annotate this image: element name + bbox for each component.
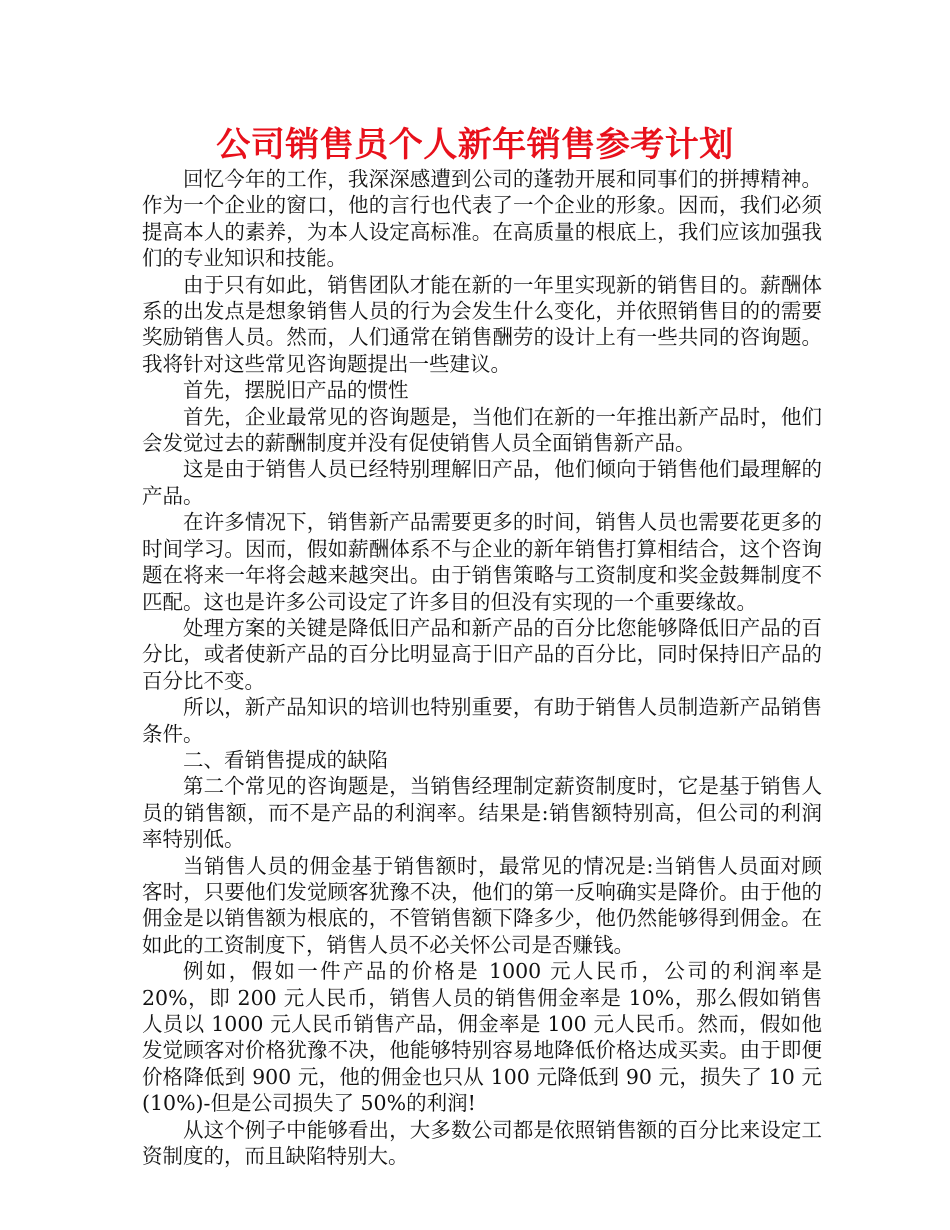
paragraph: 首先，企业最常见的咨询题是，当他们在新的一年推出新产品时，他们会发觉过去的薪酬制度并没有促使销售人员全面销售新产品。	[142, 404, 822, 456]
paragraph: 在许多情况下，销售新产品需要更多的时间，销售人员也需要花更多的时间学习。因而，假如薪酬体系不与企业的新年销售打算相结合，这个咨询题在将来一年将会越来越突出。由于销售策略与工资制度和奖金鼓舞制度不匹配。这也是许多公司设定了许多目的但没有实现的一个重要缘故。	[142, 510, 822, 614]
paragraph: 回忆今年的工作，我深深感遭到公司的蓬勃开展和同事们的拼搏精神。作为一个企业的窗口，他的言行也代表了一个企业的形象。因而，我们必须提高本人的素养，为本人设定高标准。在高质量的根底上，我们应该加强我们的专业知识和技能。	[142, 167, 822, 271]
document-body	[142, 166, 822, 1169]
paragraph: 由于只有如此，销售团队才能在新的一年里实现新的销售目的。薪酬体系的出发点是想象销售人员的行为会发生什么变化，并依照销售目的的需要奖励销售人员。然而，人们通常在销售酬劳的设计上有一些共同的咨询题。我将针对这些常见咨询题提出一些建议。	[142, 272, 822, 376]
paragraph: 当销售人员的佣金基于销售额时，最常见的情况是:当销售人员面对顾客时，只要他们发觉顾客犹豫不决，他们的第一反响确实是降价。由于他的佣金是以销售额为根底的，不管销售额下降多少，他仍然能够得到佣金。在如此的工资制度下，销售人员不必关怀公司是否赚钱。	[142, 853, 822, 957]
section-heading: 首先，摆脱旧产品的惯性	[183, 378, 409, 403]
paragraph: 第二个常见的咨询题是，当销售经理制定薪资制度时，它是基于销售人员的销售额，而不是产品的利润率。结果是:销售额特别高，但公司的利润率特别低。	[142, 774, 822, 852]
section-heading: 二、看销售提成的缺陷	[183, 747, 388, 772]
paragraph: 所以，新产品知识的培训也特别重要，有助于销售人员制造新产品销售条件。	[142, 695, 822, 746]
document-title: 公司销售员个人新年销售参考计划	[216, 125, 734, 165]
paragraph: 例如，假如一件产品的价格是 1000 元人民币，公司的利润率是 20%，即 200 元人民币，销售人员的销售佣金率是 10%，那么假如销售人员以 1000 元人民币销售产品，佣金率是 100 元人民币。然而，假如他发觉顾客对价格犹豫不决，他能够特别容易地降低价格达成买卖。由于即便价格降低到 900 元，他的佣金也只从 100 元降低到 90 元，损失了 10 元(10%)-但是公司损失了 50%的利润!	[142, 959, 822, 1116]
paragraph: 这是由于销售人员已经特别理解旧产品，他们倾向于销售他们最理解的产品。	[142, 457, 822, 508]
paragraph: 从这个例子中能够看出，大多数公司都是依照销售额的百分比来设定工资制度的，而且缺陷特别大。	[142, 1117, 822, 1169]
paragraph: 处理方案的关键是降低旧产品和新产品的百分比您能够降低旧产品的百分比，或者使新产品的百分比明显高于旧产品的百分比，同时保持旧产品的百分比不变。	[142, 615, 822, 693]
